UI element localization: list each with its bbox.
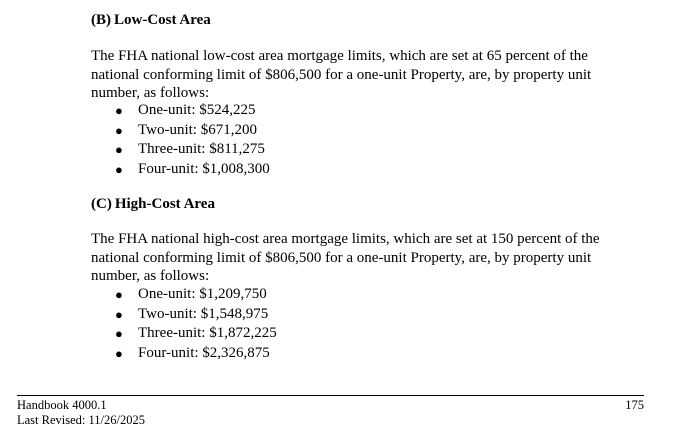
- paragraph-line: The FHA national high-cost area mortgage limits, which are set at 150 percent of the: [91, 231, 600, 247]
- paragraph-line: number, as follows:: [91, 268, 210, 284]
- list-item: [91, 160, 270, 180]
- high-cost-limits-list: [91, 285, 277, 363]
- list-item-text: Three-unit: $1,872,225: [138, 325, 277, 341]
- footer-revised-date: Last Revised: 11/26/2025: [17, 413, 145, 427]
- list-item: [91, 140, 270, 160]
- bullet-icon: ●: [115, 161, 123, 177]
- list-item-text: One-unit: $524,225: [138, 102, 256, 118]
- low-cost-paragraph: [91, 47, 651, 103]
- paragraph-line: national conforming limit of $806,500 for a one-unit Property, are, by property unit: [91, 249, 592, 266]
- list-item-text: Two-unit: $671,200: [138, 121, 257, 138]
- section-title: Low-Cost Area: [114, 12, 211, 28]
- paragraph-line: number, as follows:: [91, 85, 210, 101]
- bullet-icon: ●: [115, 103, 123, 118]
- footer-info: [17, 398, 145, 428]
- list-item-text: Two-unit: $1,548,975: [138, 305, 269, 322]
- list-item: [91, 121, 270, 141]
- low-cost-limits-list: [91, 101, 270, 179]
- bullet-icon: ●: [115, 142, 123, 157]
- section-heading-low-cost: [91, 11, 211, 29]
- bullet-icon: ●: [115, 287, 123, 302]
- list-item: [91, 305, 277, 325]
- bullet-icon: ●: [115, 345, 123, 361]
- section-letter: (B): [91, 12, 111, 28]
- paragraph-line: national conforming limit of $806,500 for a one-unit Property, are, by property unit: [91, 66, 592, 83]
- list-item-text: Three-unit: $811,275: [138, 141, 265, 157]
- list-item-text: One-unit: $1,209,750: [138, 286, 267, 302]
- bullet-icon: ●: [115, 326, 123, 341]
- list-item-text: Four-unit: $2,326,875: [138, 344, 270, 361]
- section-title: High-Cost Area: [114, 196, 215, 212]
- list-item: [91, 344, 277, 364]
- section-heading-high-cost: [91, 195, 215, 213]
- footer-divider: [17, 395, 644, 396]
- high-cost-paragraph: [91, 230, 651, 286]
- page-number: 175: [625, 398, 644, 412]
- list-item: [91, 101, 270, 121]
- bullet-icon: ●: [115, 122, 123, 138]
- list-item: [91, 324, 277, 344]
- section-letter: (C): [91, 196, 112, 212]
- paragraph-line: The FHA national low-cost area mortgage limits, which are set at 65 percent of the: [91, 48, 588, 64]
- list-item-text: Four-unit: $1,008,300: [138, 160, 270, 177]
- list-item: [91, 285, 277, 305]
- bullet-icon: ●: [115, 306, 123, 322]
- footer-handbook: Handbook 4000.1: [17, 398, 107, 412]
